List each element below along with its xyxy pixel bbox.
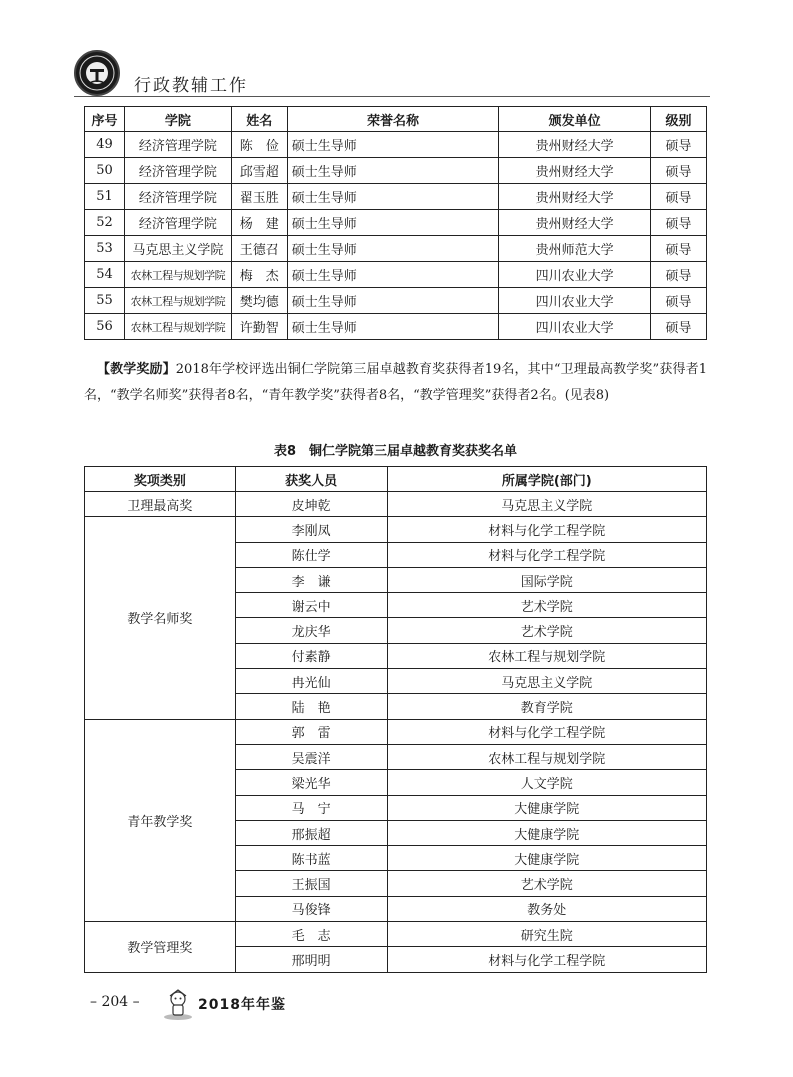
mascot-icon	[161, 988, 195, 1026]
honor-cell: 硕士生导师	[287, 184, 499, 210]
name-cell: 许勤智	[231, 314, 287, 340]
recipient-cell: 王振国	[235, 871, 387, 896]
category-cell: 教学管理奖	[85, 922, 236, 973]
name-cell: 邱雪超	[231, 158, 287, 184]
department-cell: 国际学院	[387, 567, 706, 592]
department-cell: 教务处	[387, 896, 706, 921]
department-cell: 艺术学院	[387, 618, 706, 643]
honor-cell: 硕士生导师	[287, 262, 499, 288]
name-cell: 陈 俭	[231, 132, 287, 158]
recipient-cell: 谢云中	[235, 593, 387, 618]
page-number: – 204 –	[90, 994, 140, 1010]
honor-cell: 硕士生导师	[287, 158, 499, 184]
recipient-cell: 马 宁	[235, 795, 387, 820]
recipient-cell: 李刚凤	[235, 517, 387, 542]
level-cell: 硕导	[651, 132, 707, 158]
table-row	[85, 158, 707, 184]
recipient-cell: 邢振超	[235, 820, 387, 845]
department-cell: 材料与化学工程学院	[387, 947, 706, 972]
category-cell: 卫理最高奖	[85, 492, 236, 517]
paragraph-text: 2018年学校评选出铜仁学院第三届卓越教育奖获得者19名，其中“卫理最高教学奖”获得者1名，“教学名师奖”获得者8名，“青年教学奖”获得者8名，“教学管理奖”获得者2名。(见表8)	[84, 362, 707, 403]
honor-cell: 硕士生导师	[287, 314, 499, 340]
level-cell: 硕导	[651, 288, 707, 314]
department-cell: 艺术学院	[387, 593, 706, 618]
index-cell: 52	[85, 210, 125, 236]
honor-cell: 硕士生导师	[287, 210, 499, 236]
category-cell: 教学名师奖	[85, 517, 236, 719]
department-cell: 材料与化学工程学院	[387, 719, 706, 744]
header-divider	[74, 96, 710, 97]
name-cell: 杨 建	[231, 210, 287, 236]
department-cell: 艺术学院	[387, 871, 706, 896]
department-cell: 农林工程与规划学院	[387, 643, 706, 668]
college-cell: 马克思主义学院	[124, 236, 231, 262]
recipient-cell: 陈仕学	[235, 542, 387, 567]
department-cell: 大健康学院	[387, 846, 706, 871]
issuer-cell: 贵州财经大学	[499, 184, 651, 210]
advisor-honors-table	[84, 106, 707, 340]
level-cell: 硕导	[651, 158, 707, 184]
yearbook-title: 2018年年鉴	[198, 997, 286, 1013]
column-header: 获奖人员	[235, 467, 387, 492]
issuer-cell: 四川农业大学	[499, 262, 651, 288]
department-cell: 人文学院	[387, 770, 706, 795]
department-cell: 农林工程与规划学院	[387, 744, 706, 769]
category-cell: 青年教学奖	[85, 719, 236, 921]
table-row	[85, 719, 707, 744]
honor-cell: 硕士生导师	[287, 236, 499, 262]
index-cell: 49	[85, 132, 125, 158]
recipient-cell: 陈书蓝	[235, 846, 387, 871]
college-cell: 农林工程与规划学院	[124, 262, 231, 288]
level-cell: 硕导	[651, 236, 707, 262]
honor-cell: 硕士生导师	[287, 132, 499, 158]
college-cell: 农林工程与规划学院	[124, 314, 231, 340]
department-cell: 材料与化学工程学院	[387, 517, 706, 542]
name-cell: 梅 杰	[231, 262, 287, 288]
column-header: 学院	[124, 107, 231, 132]
department-cell: 大健康学院	[387, 795, 706, 820]
teaching-award-paragraph	[84, 357, 707, 409]
recipient-cell: 陆 艳	[235, 694, 387, 719]
column-header: 序号	[85, 107, 125, 132]
department-cell: 马克思主义学院	[387, 492, 706, 517]
table-row	[85, 262, 707, 288]
name-cell: 翟玉胜	[231, 184, 287, 210]
level-cell: 硕导	[651, 314, 707, 340]
table-row	[85, 236, 707, 262]
table-row	[85, 132, 707, 158]
honor-cell: 硕士生导师	[287, 288, 499, 314]
column-header: 奖项类别	[85, 467, 236, 492]
recipient-cell: 郭 雷	[235, 719, 387, 744]
table-header-row	[85, 107, 707, 132]
college-cell: 经济管理学院	[124, 184, 231, 210]
index-cell: 54	[85, 262, 125, 288]
index-cell: 55	[85, 288, 125, 314]
paragraph-label: 【教学奖励】	[97, 362, 176, 377]
excellence-award-table	[84, 466, 707, 973]
recipient-cell: 龙庆华	[235, 618, 387, 643]
index-cell: 51	[85, 184, 125, 210]
column-header: 颁发单位	[499, 107, 651, 132]
index-cell: 56	[85, 314, 125, 340]
issuer-cell: 四川农业大学	[499, 314, 651, 340]
recipient-cell: 冉光仙	[235, 669, 387, 694]
college-cell: 农林工程与规划学院	[124, 288, 231, 314]
issuer-cell: 贵州财经大学	[499, 210, 651, 236]
issuer-cell: 贵州财经大学	[499, 132, 651, 158]
table-row	[85, 288, 707, 314]
university-logo-icon	[74, 50, 120, 96]
table-row	[85, 922, 707, 947]
index-cell: 53	[85, 236, 125, 262]
name-cell: 王德召	[231, 236, 287, 262]
table-row	[85, 210, 707, 236]
name-cell: 樊均德	[231, 288, 287, 314]
department-cell: 教育学院	[387, 694, 706, 719]
recipient-cell: 梁光华	[235, 770, 387, 795]
table-row	[85, 184, 707, 210]
department-cell: 材料与化学工程学院	[387, 542, 706, 567]
table-row	[85, 517, 707, 542]
recipient-cell: 马俊锋	[235, 896, 387, 921]
table-header-row	[85, 467, 707, 492]
recipient-cell: 毛 志	[235, 922, 387, 947]
section-title: 行政教辅工作	[134, 76, 248, 96]
issuer-cell: 贵州师范大学	[499, 236, 651, 262]
issuer-cell: 四川农业大学	[499, 288, 651, 314]
recipient-cell: 邢明明	[235, 947, 387, 972]
college-cell: 经济管理学院	[124, 132, 231, 158]
issuer-cell: 贵州财经大学	[499, 158, 651, 184]
department-cell: 大健康学院	[387, 820, 706, 845]
index-cell: 50	[85, 158, 125, 184]
page-footer	[90, 988, 490, 1024]
level-cell: 硕导	[651, 262, 707, 288]
table-row	[85, 314, 707, 340]
level-cell: 硕导	[651, 184, 707, 210]
recipient-cell: 李 谦	[235, 567, 387, 592]
department-cell: 研究生院	[387, 922, 706, 947]
page-header	[74, 50, 710, 98]
recipient-cell: 吴震洋	[235, 744, 387, 769]
recipient-cell: 付素静	[235, 643, 387, 668]
column-header: 荣誉名称	[287, 107, 499, 132]
recipient-cell: 皮坤乾	[235, 492, 387, 517]
college-cell: 经济管理学院	[124, 158, 231, 184]
column-header: 所属学院(部门)	[387, 467, 706, 492]
column-header: 姓名	[231, 107, 287, 132]
table-row	[85, 492, 707, 517]
level-cell: 硕导	[651, 210, 707, 236]
table-caption: 表8 铜仁学院第三届卓越教育奖获奖名单	[273, 444, 518, 459]
column-header: 级别	[651, 107, 707, 132]
department-cell: 马克思主义学院	[387, 669, 706, 694]
college-cell: 经济管理学院	[124, 210, 231, 236]
